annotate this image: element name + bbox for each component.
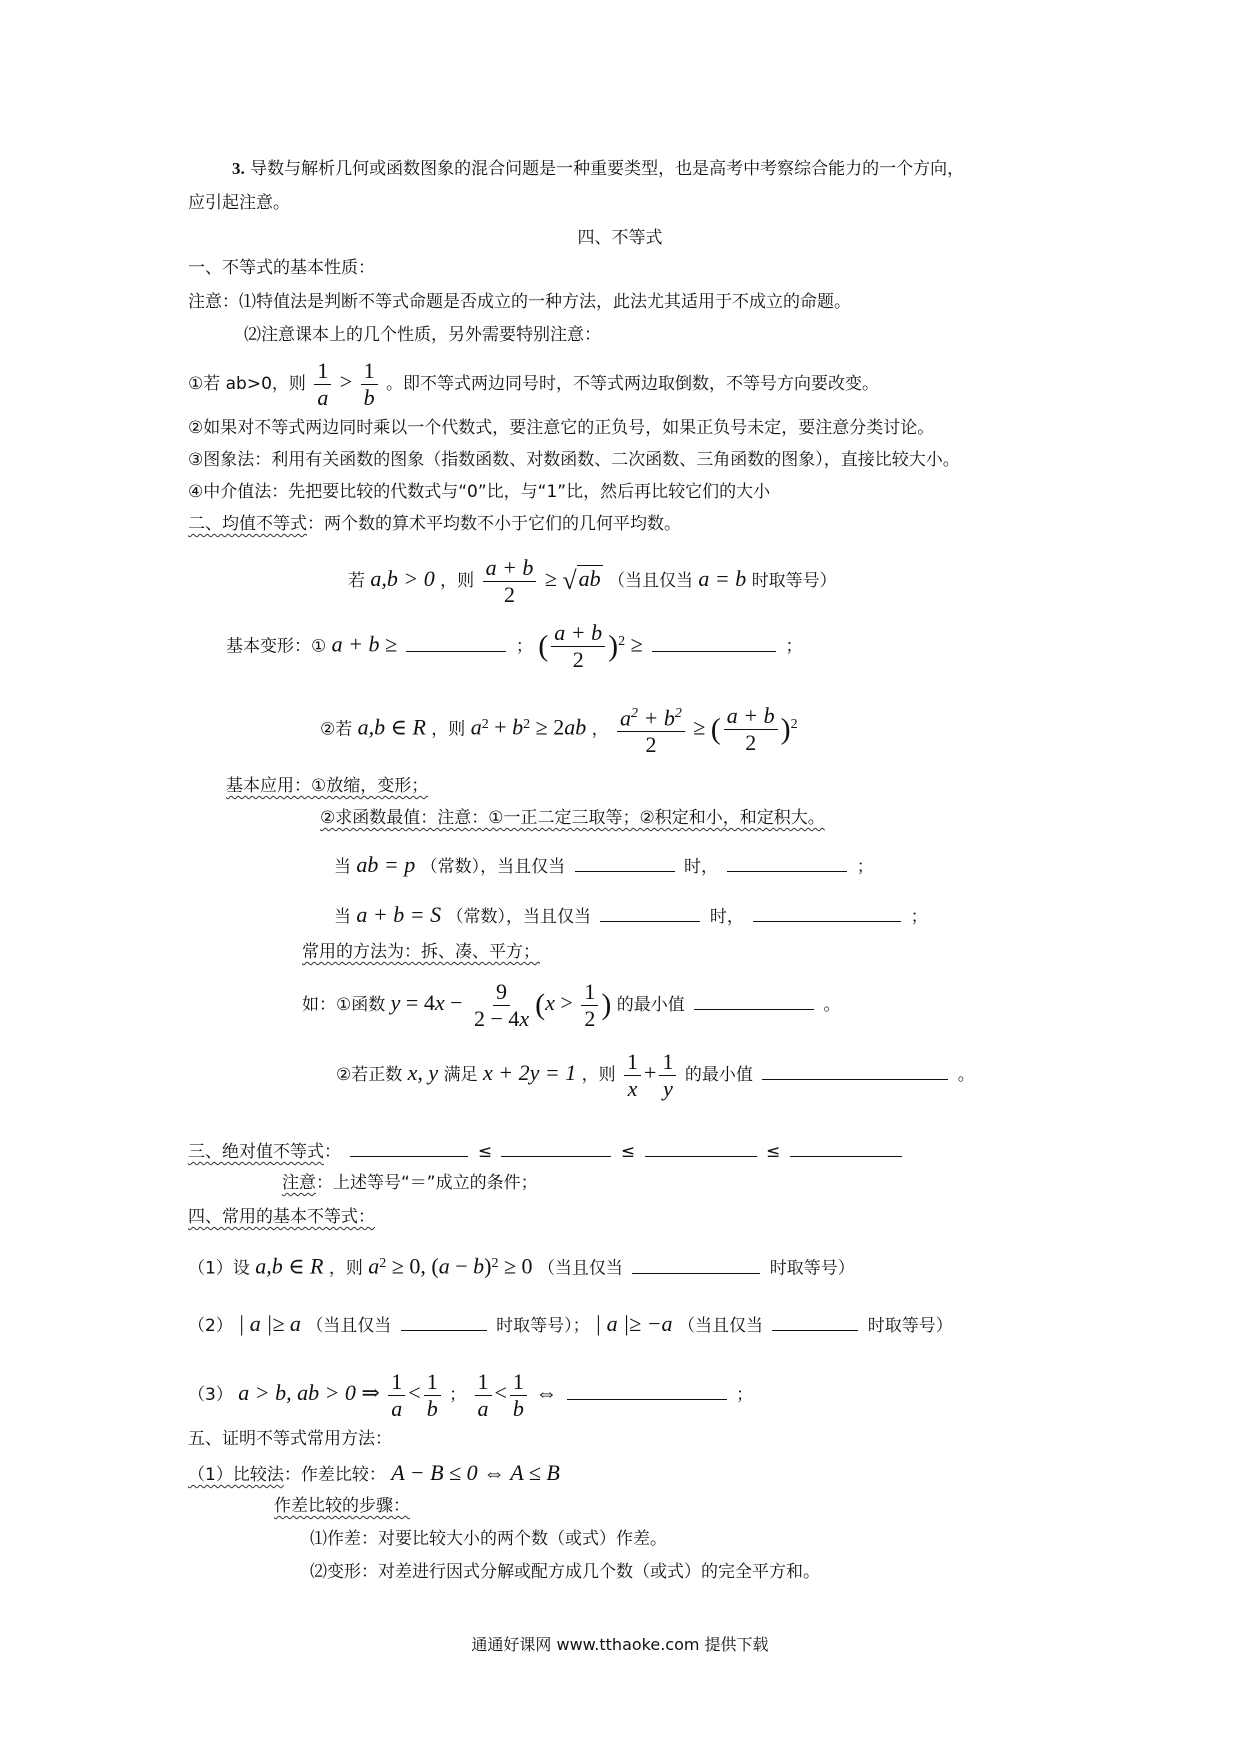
common-1: （1）设 a,b ∈ R ，则 $a^2 \ge 0$, $(a - b)^2 \ge 0$ （当且仅当 时取等号） <box>188 1253 855 1279</box>
blank-13[interactable] <box>632 1255 760 1274</box>
example-2: ②若正数 x, y 满足 x + 2y = 1 ，则 $\frac{1}{x}$ + $\frac{1}{y}$ 的最小值 。 <box>336 1048 975 1101</box>
blank-3[interactable] <box>575 853 675 872</box>
fraction-1-over-b: $\frac{1}{b}$ <box>424 1369 441 1422</box>
blank-1[interactable] <box>406 633 506 652</box>
fraction-a2-plus-b2-over-2: $\frac{a^2 + b^2}{2}$ <box>617 701 685 758</box>
heading-basic-properties: 一、不等式的基本性质： <box>188 258 375 278</box>
note-1: 注意：⑴特值法是判断不等式命题是否成立的一种方法，此法尤其适用于不成立的命题。 <box>188 292 851 312</box>
application-2: ②求函数最值：注意：①一正二定三取等；②积定和小，和定积大。 <box>320 808 825 828</box>
step-1: ⑴作差：对要比较大小的两个数（或式）作差。 <box>310 1529 667 1549</box>
steps-label: 作差比较的步骤： <box>274 1496 410 1516</box>
blank-14[interactable] <box>401 1312 487 1331</box>
basic-application: 基本应用：①放缩，变形； <box>226 776 429 796</box>
item-3: ③图象法：利用有关函数的图象（指数函数、对数函数、二次函数、三角函数的图象），直接比较大小。 <box>188 450 960 470</box>
item-2: ②如果对不等式两边同时乘以一个代数式，要注意它的正负号，如果正负号未定，要注意分类讨论。 <box>188 418 935 438</box>
blank-16[interactable] <box>567 1381 727 1400</box>
blank-6[interactable] <box>753 903 901 922</box>
blank-4[interactable] <box>727 853 847 872</box>
blank-15[interactable] <box>772 1312 858 1331</box>
blank-10[interactable] <box>501 1138 611 1157</box>
fraction-1-over-a: $\frac{1}{a}$ <box>314 358 331 411</box>
item-1: ①若 ab>0，则 $\frac{1}{a}$ > $\frac{1}{b}$ 。即不等式两边同号时，不等式两边取倒数，不等号方向要改变。 <box>188 357 879 410</box>
step-2: ⑵变形：对差进行因式分解或配方成几个数（或式）的完全平方和。 <box>310 1562 820 1582</box>
blank-11[interactable] <box>645 1138 757 1157</box>
common-2: （2） | a |≥ a （当且仅当 时取等号）； | a |≥ −a （当且仅当 时取等号） <box>188 1311 953 1336</box>
paragraph-text: 导数与解析几何或函数图象的混合问题是一种重要类型，也是高考中考察综合能力的一个方向， <box>250 159 965 179</box>
case-sum-constant: 当 a + b = S （常数），当且仅当 时， ； <box>334 902 928 927</box>
heading-common-inequalities: 四、常用的基本不等式： <box>188 1207 375 1227</box>
paragraph-3-line1 <box>232 157 964 181</box>
basic-variants: 基本变形：① a + b ≥ ； ( $\frac{a + b}{2}$ )$^2$ ≥ ； <box>226 620 803 673</box>
case-product-constant: 当 ab = p （常数），当且仅当 时， ； <box>334 852 874 877</box>
heading-absolute-inequality: 三、绝对值不等式： ≤ ≤ ≤ <box>188 1138 906 1164</box>
section-title: 四、不等式 <box>577 228 663 248</box>
blank-5[interactable] <box>600 903 700 922</box>
fraction-1-over-a: $\frac{1}{a}$ <box>388 1369 405 1422</box>
blank-2[interactable] <box>652 633 776 652</box>
fraction-a-plus-b-over-2: $\frac{a + b}{2}$ <box>483 555 537 608</box>
absolute-note: 注意：上述等号“＝”成立的条件； <box>282 1173 538 1193</box>
example-1: 如：①函数 y = 4x − $\frac{9}{2 - 4x}$ (x > $\frac{1}{2}$ ) 的最小值 。 <box>302 978 841 1031</box>
fraction-1-over-y: $\frac{1}{y}$ <box>659 1049 676 1102</box>
blank-8[interactable] <box>762 1061 948 1080</box>
fraction-a-plus-b-over-2: $\frac{a + b}{2}$ <box>551 620 605 673</box>
fraction-1-over-2: $\frac{1}{2}$ <box>581 979 598 1032</box>
heading-proof-methods: 五、证明不等式常用方法： <box>188 1429 392 1449</box>
fraction-1-over-b: $\frac{1}{b}$ <box>361 358 378 411</box>
blank-9[interactable] <box>350 1138 468 1157</box>
item-4: ④中介值法：先把要比较的代数式与“0”比，与“1”比，然后再比较它们的大小 <box>188 482 771 502</box>
heading-mean-inequality: 二、均值不等式：两个数的算术平均数不小于它们的几何平均数。 <box>188 514 681 534</box>
method-comparison: （1）比较法：作差比较： A − B ≤ 0 ⇔ A ≤ B <box>188 1460 560 1485</box>
fraction-1-over-b: $\frac{1}{b}$ <box>510 1369 527 1422</box>
note-2: ⑵注意课本上的几个性质，另外需要特别注意： <box>244 325 601 345</box>
common-methods: 常用的方法为：拆、凑、平方； <box>302 942 540 962</box>
mean-inequality-formula: 若 a,b > 0 ，则 $\frac{a + b}{2}$ ≥ √ab （当且仅当 a = b 时取等号） <box>348 554 837 607</box>
fraction-9-over-2-minus-4x: $\frac{9}{2 - 4x}$ <box>473 978 530 1031</box>
item-number: 3. <box>232 159 245 178</box>
common-3: （3） a > b, ab > 0 ⇒ $\frac{1}{a}$ < $\frac{1}{b}$ ； $\frac{1}{a}$ < $\frac{1}{b}$ ⇔ ； <box>188 1368 754 1421</box>
fraction-1-over-a: $\frac{1}{a}$ <box>475 1369 492 1422</box>
variant-2: ②若 a,b ∈ R ，则 $a^2 + b^2 \ge 2ab$ ， $\frac{a^2 + b^2}{2}$ ≥ ( $\frac{a + b}{2}$ )$^2$ <box>320 690 798 760</box>
blank-7[interactable] <box>694 991 814 1010</box>
blank-12[interactable] <box>790 1138 902 1157</box>
fraction-a-plus-b-over-2: $\frac{a + b}{2}$ <box>724 703 778 756</box>
fraction-1-over-x: $\frac{1}{x}$ <box>624 1049 641 1102</box>
footer: 通通好课网 www.tthaoke.com 提供下载 <box>471 1635 769 1654</box>
paragraph-3-line2: 应引起注意。 <box>188 193 290 213</box>
